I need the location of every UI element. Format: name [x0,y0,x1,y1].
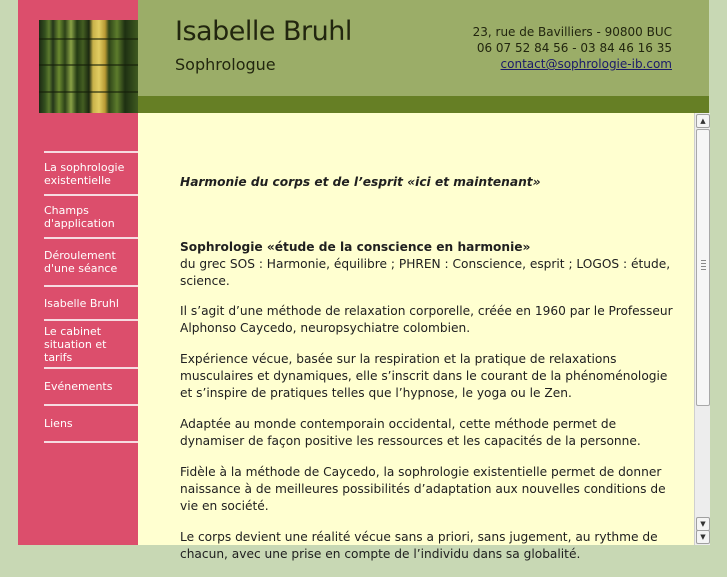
nav-item-deroulement-seance[interactable] [44,237,138,285]
nav-label: d'application [44,216,115,230]
main-nav [44,151,138,443]
bamboo-logo-image [39,20,138,113]
nav-label: Le cabinet [44,324,102,338]
nav-label: situation et tarifs [44,337,107,364]
main-content [180,174,680,577]
section-heading: Sophrologie «étude de la conscience en harmonie» [180,240,531,254]
paragraph: Fidèle à la méthode de Caycedo, la sophrologie existentielle permet de donner naissance à de meilleures possibilités d’adaptation aux nouvelles conditions de vie en société. [180,465,666,513]
triangle-down-icon: ▼ [700,533,706,541]
email-link[interactable]: contact@sophrologie-ib.com [500,57,672,71]
nav-label: Liens [44,417,73,430]
sidebar [18,0,138,545]
site-name: Isabelle Bruhl [175,16,352,47]
nav-label: Champs [44,203,89,217]
triangle-up-icon: ▲ [700,117,706,125]
header-band [138,96,709,113]
paragraph: Adaptée au monde contemporain occidental, cette méthode permet de dynamiser de façon positive les ressources et les capacités de la personne. [180,417,641,448]
nav-label: La sophrologie [44,160,125,174]
page [18,0,709,561]
etymology-text: du grec SOS : Harmonie, équilibre ; PHREN : Conscience, esprit ; LOGOS : étude, science. [180,257,671,288]
triangle-down-icon: ▼ [700,520,706,528]
phone-numbers: 06 07 52 84 56 - 03 84 46 16 35 [476,41,672,55]
address: 23, rue de Bavilliers - 90800 BUC [472,25,672,39]
site-title-block [175,16,352,74]
nav-item-sophrologie-existentielle[interactable] [44,151,138,194]
tagline: Harmonie du corps et de l’esprit «ici et maintenant» [180,175,541,189]
site-subtitle: Sophrologue [175,55,276,74]
paragraph: Il s’agit d’une méthode de relaxation corporelle, créée en 1960 par le Professeur Alphonso Caycedo, neuropsychiatre colombien. [180,304,673,335]
contact-info [473,24,672,72]
nav-item-champs-application[interactable] [44,194,138,237]
nav-label: d'une séance [44,262,118,275]
nav-item-evenements[interactable] [44,367,138,404]
nav-divider [44,441,138,443]
paragraph: Expérience vécue, basée sur la respiration et la pratique de relaxations musculaires et dynamiques, elle s’inscrit dans le courant de la phénoménologie et s’inspire de pratiques telles que l’hypnose, le yoga ou le Zen. [180,352,668,400]
nav-label: Evénements [44,380,113,393]
grip-icon [701,260,706,270]
nav-label: Isabelle Bruhl [44,296,119,310]
nav-item-isabelle-bruhl[interactable] [44,285,138,319]
nav-item-liens[interactable] [44,404,138,441]
nav-label: Déroulement [44,249,116,262]
scroll-up-button[interactable] [696,114,710,128]
paragraph: Le corps devient une réalité vécue sans a priori, sans jugement, au rythme de chacun, avec une prise en compte de l’individu dans sa globalité. [180,530,658,561]
scroll-down-button-2[interactable] [696,530,710,544]
nav-item-cabinet-tarifs[interactable] [44,319,138,367]
content-scrollbar[interactable] [694,113,710,545]
nav-label: existentielle [44,173,111,187]
scroll-down-button[interactable] [696,517,710,531]
scroll-thumb[interactable] [696,129,710,406]
